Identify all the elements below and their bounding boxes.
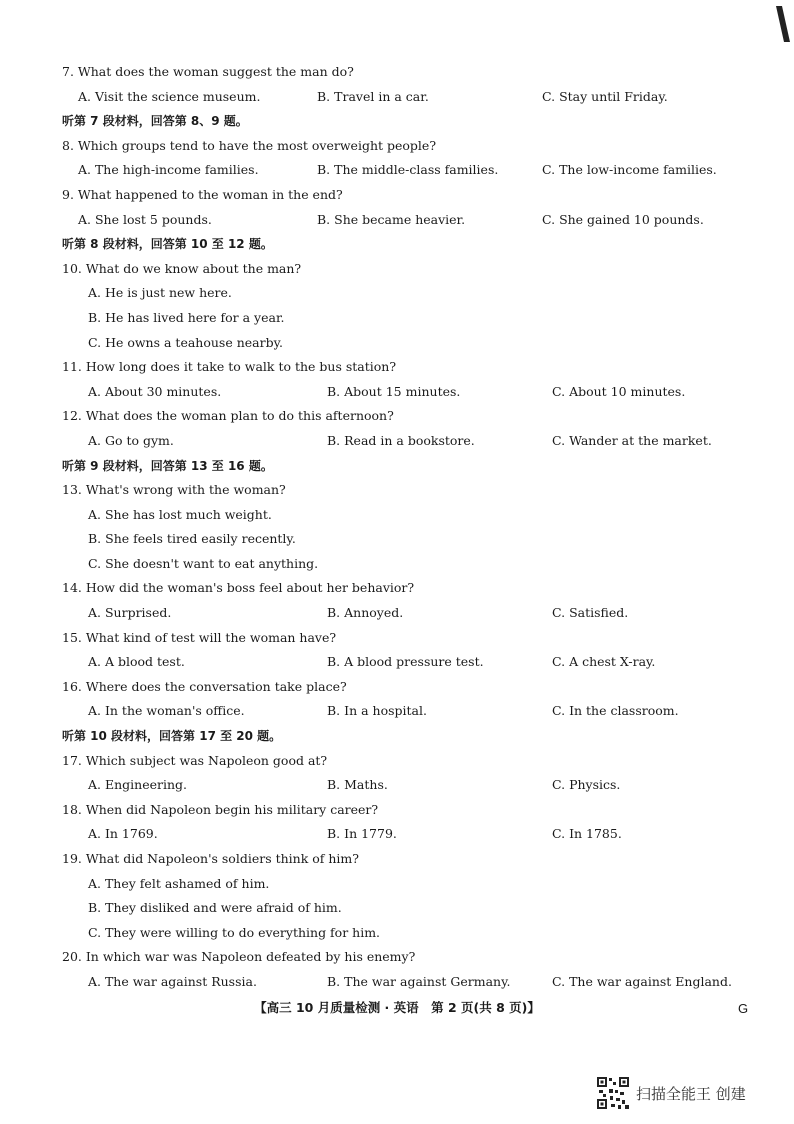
answer-option-b: B. In a hospital. xyxy=(327,703,427,719)
answer-option: C. She doesn't want to eat anything. xyxy=(88,555,319,571)
answer-option: A. She has lost much weight. xyxy=(88,506,272,522)
answer-option: B. He has lived here for a year. xyxy=(88,309,285,325)
answer-option-c: C. The war against England. xyxy=(552,973,732,989)
scanner-watermark xyxy=(596,1076,746,1110)
answer-option: C. He owns a teahouse nearby. xyxy=(88,334,283,350)
question-text: 18. When did Napoleon begin his military career? xyxy=(62,801,379,817)
answer-options-row xyxy=(62,208,752,233)
answer-option: B. They disliked and were afraid of him. xyxy=(88,900,342,916)
question-text: 12. What does the woman plan to do this afternoon? xyxy=(62,408,394,424)
answer-option-c: C. About 10 minutes. xyxy=(552,383,686,399)
section-instruction: 听第 8 段材料，回答第 10 至 12 题。 xyxy=(62,237,273,252)
question-text: 16. Where does the conversation take place? xyxy=(62,678,347,694)
question-text: 8. Which groups tend to have the most overweight people? xyxy=(62,137,437,153)
answer-option: B. She feels tired easily recently. xyxy=(88,531,296,547)
question-text: 13. What's wrong with the woman? xyxy=(62,482,286,498)
question-text: 9. What happened to the woman in the end? xyxy=(62,186,343,202)
answer-option-a: A. Surprised. xyxy=(88,605,172,621)
question-text: 19. What did Napoleon's soldiers think of him? xyxy=(62,851,359,866)
answer-options-row xyxy=(62,158,752,183)
answer-option-c: C. Physics. xyxy=(552,777,621,793)
answer-options-row xyxy=(62,970,752,995)
qr-code-icon xyxy=(596,1076,630,1110)
answer-option-a: A. Engineering. xyxy=(88,777,187,793)
question-text: 20. In which war was Napoleon defeated by his enemy? xyxy=(62,949,416,965)
answer-options-row xyxy=(62,601,752,626)
answer-option-a: A. In the woman's office. xyxy=(88,703,245,719)
answer-option-a: A. In 1769. xyxy=(88,826,158,842)
section-instruction: 听第 10 段材料，回答第 17 至 20 题。 xyxy=(62,729,282,744)
scanner-watermark-text: 扫描全能王 创建 xyxy=(636,1084,746,1103)
answer-option: A. He is just new here. xyxy=(88,285,232,301)
answer-option-a: A. The high-income families. xyxy=(78,162,259,178)
answer-option-b: B. In 1779. xyxy=(327,826,397,842)
answer-option-b: B. She became heavier. xyxy=(317,211,466,227)
answer-option-c: C. A chest X-ray. xyxy=(552,654,656,670)
answer-option-b: B. Annoyed. xyxy=(327,605,404,621)
answer-option-a: A. The war against Russia. xyxy=(88,973,257,989)
answer-options-row xyxy=(62,650,752,675)
question-text: 11. How long does it take to walk to the bus station? xyxy=(62,359,397,375)
page-footer: 【高三 10 月质量检测 · 英语 第 2 页(共 8 页)】 xyxy=(254,1000,540,1015)
answer-option: C. They were willing to do everything for him. xyxy=(88,924,381,940)
answer-option-c: C. Stay until Friday. xyxy=(542,88,668,104)
answer-option-c: C. Satisfied. xyxy=(552,605,629,621)
answer-options-row xyxy=(62,429,752,454)
answer-option-b: B. The war against Germany. xyxy=(327,973,511,989)
answer-option-a: A. Visit the science museum. xyxy=(78,88,261,104)
question-text: 14. How did the woman's boss feel about her behavior? xyxy=(62,580,415,596)
question-list xyxy=(62,60,752,995)
answer-option-a: A. A blood test. xyxy=(88,654,185,670)
answer-option-b: B. About 15 minutes. xyxy=(327,383,461,399)
version-letter: G xyxy=(738,1001,749,1016)
answer-options-row xyxy=(62,380,752,405)
answer-option-c: C. In 1785. xyxy=(552,826,622,842)
section-instruction: 听第 7 段材料，回答第 8、9 题。 xyxy=(62,114,248,129)
section-instruction: 听第 9 段材料，回答第 13 至 16 题。 xyxy=(62,458,273,473)
answer-option-b: B. A blood pressure test. xyxy=(327,654,484,670)
answer-option-c: C. The low-income families. xyxy=(542,162,717,178)
answer-option-c: C. Wander at the market. xyxy=(552,432,712,448)
answer-option-b: B. Maths. xyxy=(327,777,388,793)
answer-options-row xyxy=(62,822,752,847)
answer-option-b: B. The middle-class families. xyxy=(317,162,499,178)
answer-option-b: B. Read in a bookstore. xyxy=(327,432,475,448)
answer-option: A. They felt ashamed of him. xyxy=(88,875,270,891)
answer-options-row xyxy=(62,773,752,798)
corner-mark xyxy=(774,4,792,44)
answer-option-a: A. Go to gym. xyxy=(88,432,174,448)
answer-option-b: B. Travel in a car. xyxy=(317,88,429,104)
question-text: 10. What do we know about the man? xyxy=(62,260,302,276)
question-text: 17. Which subject was Napoleon good at? xyxy=(62,752,328,768)
answer-options-row xyxy=(62,699,752,724)
answer-option-c: C. She gained 10 pounds. xyxy=(542,211,704,227)
answer-options-row xyxy=(62,85,752,110)
answer-option-a: A. She lost 5 pounds. xyxy=(78,211,212,227)
question-text: 7. What does the woman suggest the man do? xyxy=(62,64,354,79)
question-text: 15. What kind of test will the woman have? xyxy=(62,629,337,645)
answer-option-c: C. In the classroom. xyxy=(552,703,679,719)
answer-option-a: A. About 30 minutes. xyxy=(88,383,222,399)
